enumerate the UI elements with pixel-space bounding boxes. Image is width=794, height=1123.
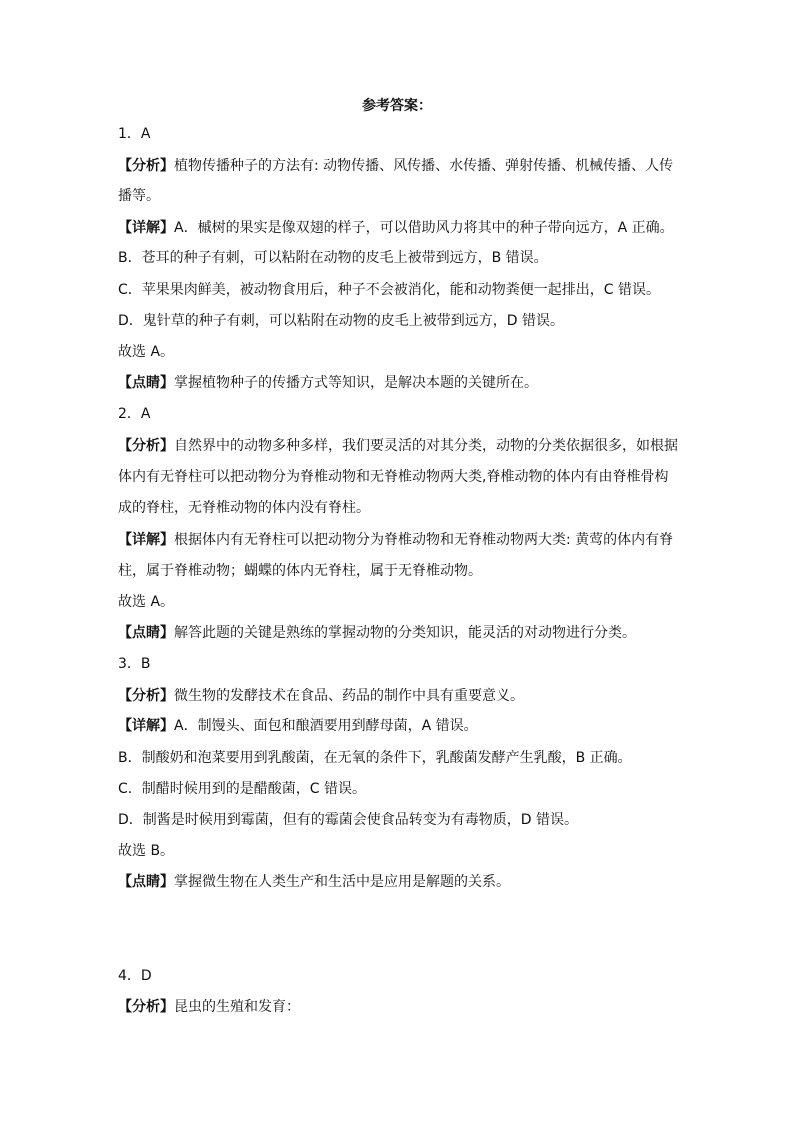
q1-detail-b: B．苍耳的种子有刺，可以粘附在动物的皮毛上被带到远方，B 错误。 [118,250,548,266]
q1-detail [118,218,678,238]
q2-number: 2．A [118,406,151,422]
q3-detail-b: B．制酸奶和泡菜要用到乳酸菌，在无氧的条件下，乳酸菌发酵产生乳酸，B 正确。 [118,750,632,766]
q2-analysis-text-3: 成的脊柱，无脊椎动物的体内没有脊柱。 [118,500,370,516]
detail-tag: 【详解】 [118,220,174,236]
q3-comment-text: 掌握微生物在人类生产和生活中是应用是解题的关系。 [174,874,510,890]
q1-analysis-text-2: 播等。 [118,188,160,204]
q1-number: 1．A [118,126,151,142]
q1-comment-text: 掌握植物种子的传播方式等知识，是解决本题的关键所在。 [174,375,538,391]
q2-comment-text: 解答此题的关键是熟练的掌握动物的分类知识，能灵活的对动物进行分类。 [174,625,636,641]
q2-comment [118,623,678,643]
q4-analysis-text: 昆虫的生殖和发育： [174,999,300,1015]
detail-tag: 【详解】 [118,532,174,548]
comment-tag: 【点睛】 [118,874,174,890]
q3-detail-c: C．制醋时候用到的是醋酸菌，C 错误。 [118,781,366,797]
q2-analysis-text-2: 体内有无脊柱可以把动物分为脊椎动物和无脊椎动物两大类,脊椎动物的体内有由脊椎骨构 [118,469,669,485]
q1-detail-c: C．苹果果肉鲜美，被动物食用后，种子不会被消化，能和动物粪便一起排出，C 错误。 [118,282,660,298]
analysis-tag: 【分析】 [118,438,174,454]
q3-number: 3．B [118,656,151,672]
q2-detail [118,530,678,550]
q1-choice: 故选 A。 [118,344,175,360]
comment-tag: 【点睛】 [118,375,174,391]
analysis-tag: 【分析】 [118,158,174,174]
q1-analysis-text-1: 植物传播种子的方法有: 动物传播、风传播、水传播、弹射传播、机械传播、人传 [174,158,674,174]
q3-detail-d: D．制酱是时候用到霉菌，但有的霉菌会使食品转变为有毒物质，D 错误。 [118,812,579,828]
q2-analysis-text-1: 自然界中的动物多种多样，我们要灵活的对其分类，动物的分类依据很多，如根据 [174,438,678,454]
q3-detail [118,716,678,736]
q3-analysis [118,686,678,706]
detail-tag: 【详解】 [118,718,174,734]
q2-choice: 故选 A。 [118,594,175,610]
analysis-tag: 【分析】 [118,999,174,1015]
q2-detail-text-2: 柱，属于脊椎动物；蝴蝶的体内无脊柱，属于无脊椎动物。 [118,563,482,579]
q1-comment [118,373,678,393]
q3-detail-a: A．制馒头、面包和酿酒要用到酵母菌，A 错误。 [174,718,478,734]
q2-detail-text-1: 根据体内有无脊柱可以把动物分为脊椎动物和无脊椎动物两大类: 黄莺的体内有脊 [174,532,674,548]
q4-number: 4．D [118,968,152,984]
q1-analysis [118,156,678,176]
comment-tag: 【点睛】 [118,625,174,641]
page-title: 参考答案： [362,98,432,114]
q3-analysis-text: 微生物的发酵技术在食品、药品的制作中具有重要意义。 [174,688,524,704]
q2-analysis [118,436,678,456]
q3-choice: 故选 B。 [118,843,175,859]
analysis-tag: 【分析】 [118,688,174,704]
q1-detail-d: D．鬼针草的种子有刺，可以粘附在动物的皮毛上被带到远方，D 错误。 [118,313,565,329]
q1-detail-a: A．槭树的果实是像双翅的样子，可以借助风力将其中的种子带向远方，A 正确。 [174,220,674,236]
q4-analysis [118,997,678,1017]
q3-comment [118,872,678,892]
